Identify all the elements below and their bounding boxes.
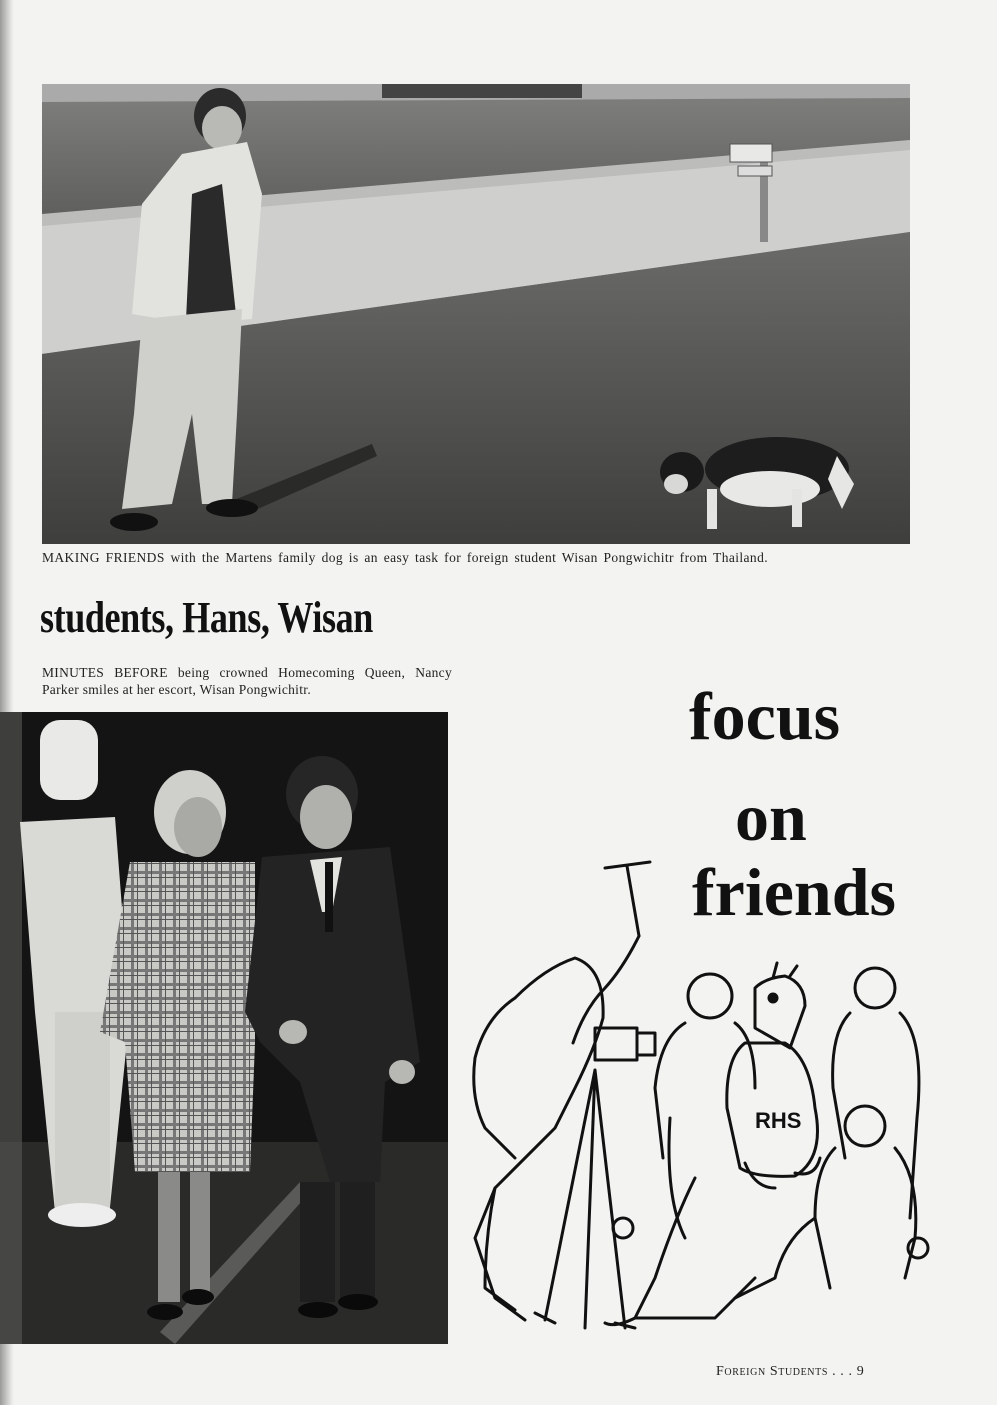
focus-title-line3: friends — [692, 854, 896, 930]
photo-student-with-dog — [42, 84, 910, 544]
caption-top: MAKING FRIENDS with the Martens family dog is an easy task for foreign student Wisan Pongwichitr from Thailand. — [42, 550, 769, 565]
cartoon-camera-crowd — [455, 854, 935, 1336]
boom-pole-icon — [605, 862, 650, 936]
focus-title-line2: on — [735, 779, 807, 855]
footer-separator: . . . — [832, 1364, 853, 1379]
page-footer — [716, 1364, 916, 1380]
footer-section: Foreign Students — [716, 1364, 828, 1379]
footer-page-number: 9 — [856, 1364, 865, 1379]
headline: students, Hans, Wisan — [40, 593, 373, 642]
focus-title-line1: focus — [689, 678, 841, 754]
cartoon-sweater-text: RHS — [755, 1108, 802, 1133]
photo-homecoming-couple — [0, 712, 448, 1344]
caption-bottom: MINUTES BEFORE being crowned Homecoming Queen, Nancy Parker smiles at her escort, Wisan Pongwichitr. — [42, 665, 452, 697]
